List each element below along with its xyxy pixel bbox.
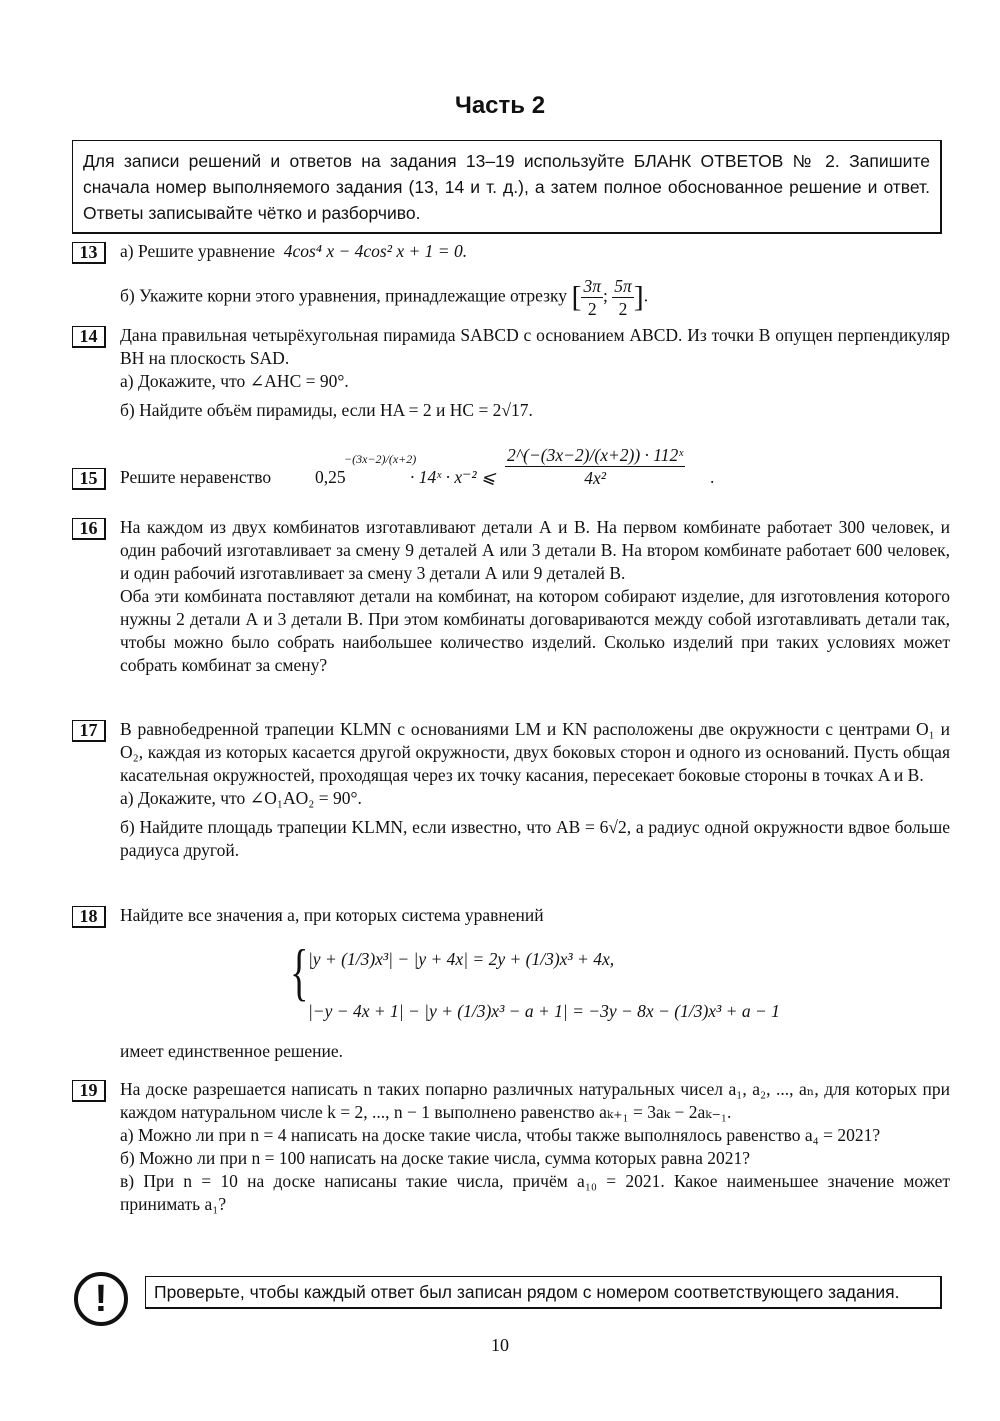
task-15-lhs-rest: · 14ˣ · x⁻² ⩽ (410, 467, 496, 487)
task-14-part-b: б) Найдите объём пирамиды, если HA = 2 и HC = 2√17. (120, 400, 533, 420)
task-15-base: 0,25 (315, 467, 346, 487)
fraction-denominator: 2 (587, 299, 597, 319)
instruction-box: Для записи решений и ответов на задания 13–19 используйте БЛАНК ОТВЕТОВ № 2. Запишите сначала номер выполняемого задания (13, 14 и т. д.), а затем полное обоснованное решение и ответ. Ответы записывайте чётко и разборчиво. (72, 140, 942, 234)
fraction-numerator: 5π (614, 276, 632, 296)
task-14-part-a: а) Докажите, что ∠AHC = 90°. (120, 371, 349, 391)
page-number: 10 (491, 1335, 509, 1355)
exclamation-icon: ! (74, 1272, 128, 1326)
task-18-statement: Найдите все значения a, при которых система уравнений (120, 905, 544, 925)
task-19-part-b: б) Можно ли при n = 100 написать на доске такие числа, сумма которых равна 2021? (120, 1148, 750, 1168)
task-13-a-text: а) Решите уравнение (120, 241, 276, 261)
task-number: 19 (72, 1080, 106, 1102)
fraction-numerator: 2^(−(3x−2)/(x+2)) · 112ˣ (507, 445, 684, 465)
task-18-end: имеет единственное решение. (120, 1041, 343, 1061)
task-15-end: . (710, 467, 715, 487)
fraction-denominator: 4x² (584, 468, 606, 488)
task-14-statement: Дана правильная четырёхугольная пирамида SABCD с основанием ABCD. Из точки B опущен перпендикуляр BH на плоскость SAD. (120, 325, 950, 368)
task-19-part-c: в) При n = 10 на доске написаны такие числа, причём a₁₀ = 2021. Какое наименьшее значение может принимать a₁? (120, 1171, 950, 1214)
task-number: 17 (72, 720, 106, 742)
task-13-equation: 4cos⁴ x − 4cos² x + 1 = 0. (283, 241, 468, 261)
task-18-equation-1: |y + (1/3)x³| − |y + 4x| = 2y + (1/3)x³ + 4x, (308, 949, 615, 969)
task-13-b-text: б) Укажите корни этого уравнения, принадлежащие отрезку (120, 285, 568, 306)
system-brace: { (290, 936, 309, 1007)
task-19-part-a: а) Можно ли при n = 4 написать на доске такие числа, чтобы также выполнялось равенство a₄ = 2021? (120, 1125, 881, 1145)
task-15-rhs-fraction (505, 444, 685, 489)
task-number: 15 (72, 468, 106, 490)
task-18-equation-2: |−y − 4x + 1| − |y + (1/3)x³ − a + 1| = −3y − 8x − (1/3)x³ + a − 1 (308, 1001, 780, 1021)
task-15-text: Решите неравенство (120, 467, 272, 487)
task-number: 13 (72, 242, 106, 264)
task-number: 16 (72, 518, 106, 540)
fraction-denominator: 2 (618, 299, 628, 319)
task-17-statement: В равнобедренной трапеции KLMN с основаниями LM и KN расположены две окружности с центрами O₁ и O₂, каждая из которых касается другой окружности, двух боковых сторон и одного из оснований. Пусть общая касательная окружностей, проходящая через их точку касания, пересекает боковые стороны в точках A и B. (120, 719, 950, 785)
page-title: Часть 2 (454, 92, 546, 119)
task-17-part-b: б) Найдите площадь трапеции KLMN, если известно, что AB = 6√2, а радиус одной окружности вдвое больше радиуса другой. (120, 817, 950, 860)
task-number: 18 (72, 906, 106, 928)
task-17-part-a: а) Докажите, что ∠O₁AO₂ = 90°. (120, 788, 362, 808)
task-15-exponent: −(3x−2)/(x+2) (344, 452, 417, 466)
task-16-paragraph-2: Оба эти комбината поставляют детали на комбинат, на котором собирают изделие, для изготовления которого нужны 2 детали А и 3 детали В. При этом комбинаты договариваются между собой изготавливать детали так, чтобы можно было собрать наибольшее количество изделий. Сколько изделий при таких условиях может собрать комбинат за смену? (120, 586, 950, 675)
task-number: 14 (72, 326, 106, 348)
task-16-paragraph-1: На каждом из двух комбинатов изготавливают детали А и В. На первом комбинате работает 300 человек, и один рабочий изготавливает за смену 9 деталей А или 3 детали В. На втором комбинате работает 600 человек, и один рабочий изготавливает за смену 3 детали А или 9 деталей В. (120, 517, 950, 583)
fraction-numerator: 3π (583, 276, 601, 296)
task-19-statement: На доске разрешается написать n таких попарно различных натуральных чисел a₁, a₂, ..., aₙ, для которых при каждом натуральном числе k = 2, ..., n − 1 выполнено равенство aₖ₊₁ = 3aₖ − 2aₖ₋₁. (120, 1079, 950, 1122)
note-box: Проверьте, чтобы каждый ответ был записан рядом с номером соответствующего задания. (145, 1276, 942, 1309)
